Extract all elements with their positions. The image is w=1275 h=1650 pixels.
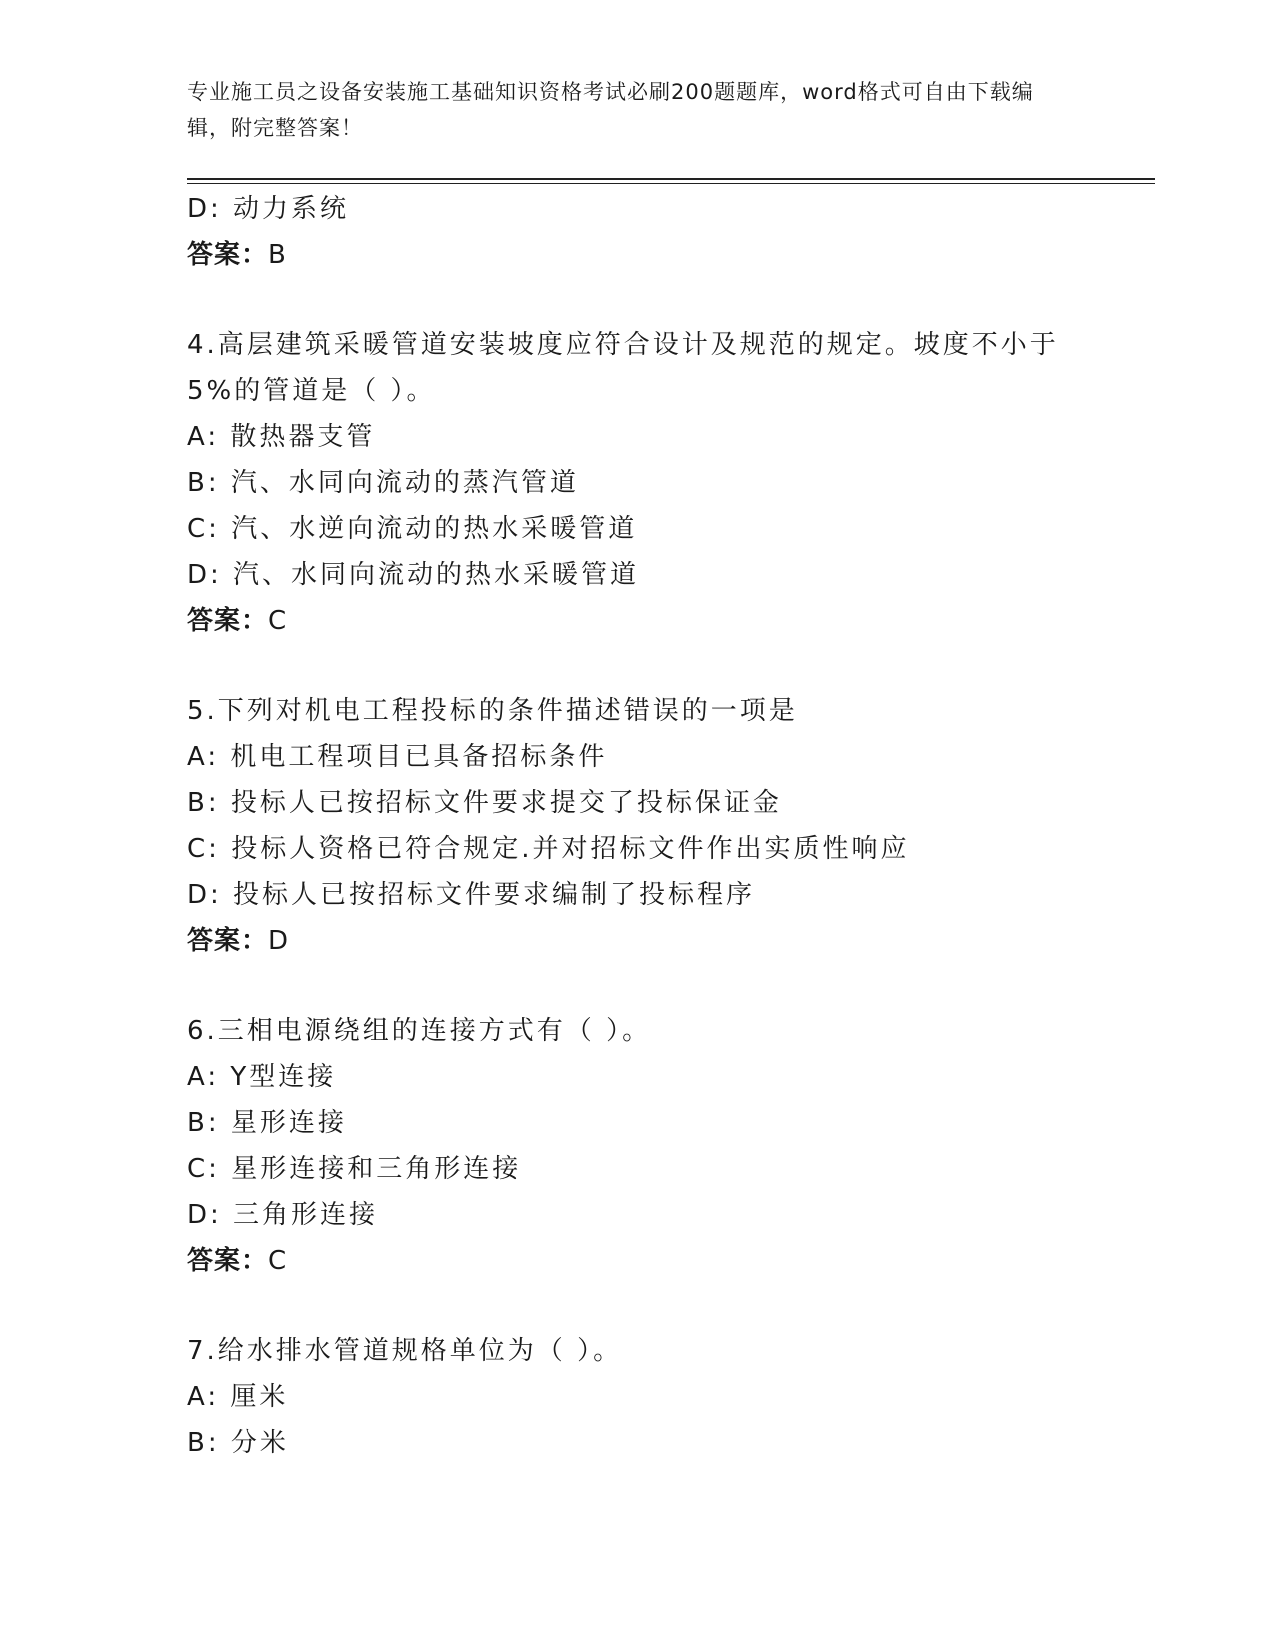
- option-a: A: 厘米: [187, 1382, 289, 1412]
- option-a: A: 散热器支管: [187, 422, 376, 452]
- option-d: D: 三角形连接: [187, 1200, 379, 1230]
- question-4: [187, 322, 1107, 644]
- option-d: D: 投标人已按招标文件要求编制了投标程序: [187, 880, 756, 910]
- option-d: D: 汽、水同向流动的热水采暖管道: [187, 560, 640, 590]
- answer-value: C: [268, 606, 288, 636]
- option-c: C: 星形连接和三角形连接: [187, 1154, 522, 1184]
- answer-line: 答案：D: [187, 926, 290, 956]
- option-b: B: 分米: [187, 1428, 289, 1458]
- answer-line: 答案：C: [187, 606, 288, 636]
- question-stem: 6.三相电源绕组的连接方式有（ ）。: [187, 1016, 652, 1046]
- question-5: [187, 688, 1107, 964]
- question-7: [187, 1328, 1107, 1466]
- question-stem: 7.给水排水管道规格单位为（ ）。: [187, 1336, 623, 1366]
- question-list: [187, 186, 1107, 1466]
- question-stem: 5.下列对机电工程投标的条件描述错误的一项是: [187, 696, 798, 726]
- previous-question-fragment: [187, 186, 1107, 278]
- answer-value: D: [268, 926, 290, 956]
- option-d: D: 动力系统: [187, 194, 350, 224]
- option-c: C: 投标人资格已符合规定.并对招标文件作出实质性响应: [187, 834, 910, 864]
- answer-value: B: [268, 240, 287, 270]
- header-text: 专业施工员之设备安装施工基础知识资格考试必刷200题题库，word格式可自由下载编辑，附完整答案！: [187, 80, 1034, 140]
- option-c: C: 汽、水逆向流动的热水采暖管道: [187, 514, 638, 544]
- option-b: B: 星形连接: [187, 1108, 347, 1138]
- question-6: [187, 1008, 1107, 1284]
- header-divider-thin: [187, 183, 1155, 184]
- option-b: B: 汽、水同向流动的蒸汽管道: [187, 468, 579, 498]
- option-b: B: 投标人已按招标文件要求提交了投标保证金: [187, 788, 782, 818]
- answer-line: 答案：B: [187, 240, 287, 270]
- question-stem: 4.高层建筑采暖管道安装坡度应符合设计及规范的规定。坡度不小于5%的管道是（ ）。: [187, 330, 1059, 406]
- option-a: A: Y型连接: [187, 1062, 337, 1092]
- document-header: [187, 74, 1067, 146]
- answer-line: 答案：C: [187, 1246, 288, 1276]
- answer-value: C: [268, 1246, 288, 1276]
- header-divider: [187, 178, 1155, 180]
- option-a: A: 机电工程项目已具备招标条件: [187, 742, 608, 772]
